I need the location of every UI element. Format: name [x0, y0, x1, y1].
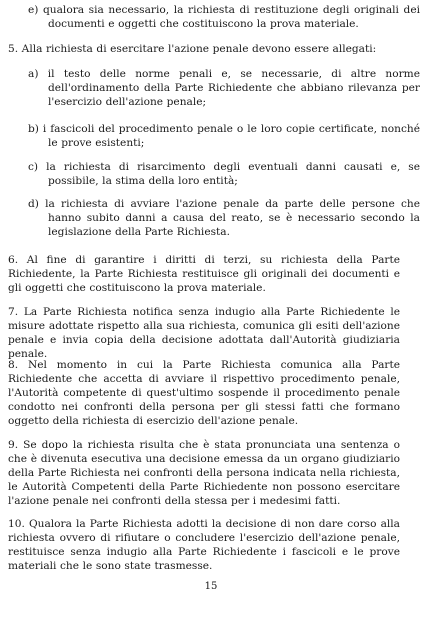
item-e-paragraph: e) qualora sia necessario, la richiesta di restituzione degli originali dei documenti e oggetti che costituiscono la prova materiale.	[28, 4, 420, 30]
paragraph-8: 8. Nel momento in cui la Parte Richiesta comunica alla Parte Richiedente che accetta di avviare il rispettivo procedimento penale, l'Autorità competente di quest'ultimo sospende il procedimento penale condotto nei confronti della persona per gli stessi fatti che formano oggetto della richiesta di esercizio dell'azione penale.	[8, 359, 400, 427]
list-item-c: c) la richiesta di risarcimento degli eventuali danni causati e, se possibile, la stima della loro entità;	[28, 161, 420, 187]
list-item-b: b) i fascicoli del procedimento penale o le loro copie certificate, nonché le prove esistenti;	[28, 123, 420, 149]
paragraph-9: 9. Se dopo la richiesta risulta che è stata pronunciata una sentenza o che è divenuta esecutiva una decisione emessa da un organo giudiziario della Parte Richiesta nei confronti della persona indicata nella richiesta, le Autorità Competenti della Parte Richiedente non possono esercitare l'azione penale nei confronti della stessa per i medesimi fatti.	[8, 439, 400, 507]
paragraph-5-intro: 5. Alla richiesta di esercitare l'azione penale devono essere allegati:	[8, 43, 377, 55]
paragraph-6: 6. Al fine di garantire i diritti di terzi, su richiesta della Parte Richiedente, la Parte Richiesta restituisce gli originali dei documenti e gli oggetti che costituiscono la prova materiale.	[8, 254, 400, 294]
list-item-a: a) il testo delle norme penali e, se necessarie, di altre norme dell'ordinamento della Parte Richiedente che abbiano rilevanza per l'esercizio dell'azione penale;	[28, 68, 420, 108]
list-item-d: d) la richiesta di avviare l'azione penale da parte delle persone che hanno subito danni a causa del reato, se è necessario secondo la legislazione della Parte Richiesta.	[28, 198, 420, 238]
paragraph-10: 10. Qualora la Parte Richiesta adotti la decisione di non dare corso alla richiesta ovvero di rifiutare o concludere l'esercizio dell'azione penale, restituisce senza indugio alla Parte Richiedente i fascicoli e le prove materiali che le sono state trasmesse.	[8, 518, 400, 572]
page-number: 15	[204, 581, 218, 592]
paragraph-7: 7. La Parte Richiesta notifica senza indugio alla Parte Richiedente le misure adottate rispetto alla sua richiesta, comunica gli esiti dell'azione penale e invia copia della decisione adottata dall'Autorità giudiziaria penale.	[8, 306, 400, 360]
